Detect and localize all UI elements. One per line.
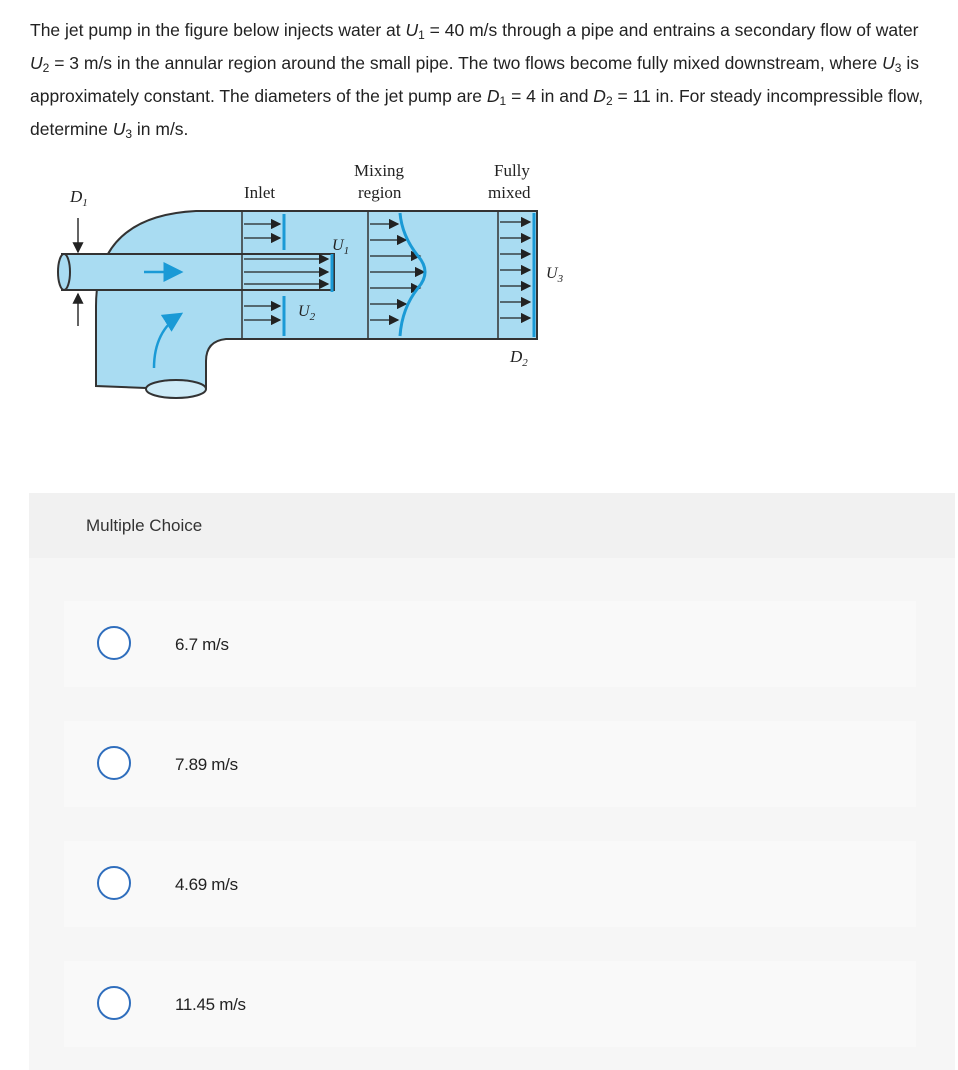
radio-button[interactable] [97,866,131,900]
symbol-d2-sub: 2 [605,94,613,108]
choice-option[interactable] [64,841,916,927]
radio-button[interactable] [97,986,131,1020]
symbol-u3-sub: 3 [894,61,902,75]
symbol-u2: U [30,53,43,73]
label-u2: $U_2$ [298,303,316,323]
choice-label: 7.89 m/s [175,755,238,774]
symbol-u1-sub: 1 [418,28,425,42]
question-part: The jet pump in the figure below injects water at [30,20,406,40]
choice-label: 4.69 m/s [175,875,238,894]
label-fully-2: mixed [488,183,531,202]
question-text [30,14,930,146]
label-fully-1: Fully [494,161,530,180]
label-u3: $U_3$ [546,265,564,285]
bottom-inlet-opening [146,380,206,398]
label-u1: $U_1$ [332,237,350,257]
question-part: in m/s. [132,119,189,139]
symbol-d2: D [593,86,606,106]
symbol-u3-sub: 3 [125,127,133,141]
multiple-choice-panel [29,493,955,1070]
multiple-choice-title: Multiple Choice [86,516,203,535]
symbol-u2-sub: 2 [42,61,50,75]
pump-body [96,211,537,393]
radio-button[interactable] [97,626,131,660]
question-part: = 40 m/s through a pipe and entrains a secondary flow of water [424,20,919,40]
choice-option[interactable] [64,961,916,1047]
choice-option[interactable] [64,601,916,687]
symbol-d1-sub: 1 [499,94,507,108]
radio-button[interactable] [97,746,131,780]
symbol-u1: U [405,20,419,40]
question-part: = 4 in and [506,86,594,106]
symbol-u3: U [112,119,126,139]
label-mixing-1: Mixing [354,161,405,180]
symbol-d1: D [486,86,500,106]
label-inlet: Inlet [244,183,276,202]
choice-label: 11.45 m/s [175,995,246,1014]
question-part: = 3 m/s in the annular region around the small pipe. The two flows become fully mixed downstream, where [49,53,883,73]
label-d2: $D_2$ [510,347,528,369]
label-mixing-2: region [358,183,402,202]
choice-option[interactable] [64,721,916,807]
choice-label: 6.7 m/s [175,635,229,654]
label-d1: $D_1$ [70,187,88,209]
multiple-choice-header [29,493,955,558]
multiple-choice-body [29,558,955,1070]
jet-pipe-opening [58,254,70,290]
symbol-u3: U [882,53,895,73]
question-part: = 11 in. For steady incompressible flow, determine [30,86,924,139]
question-part: is approximately constant. The diameters of the jet pump are [30,53,919,106]
jet-pump-figure [36,156,576,416]
